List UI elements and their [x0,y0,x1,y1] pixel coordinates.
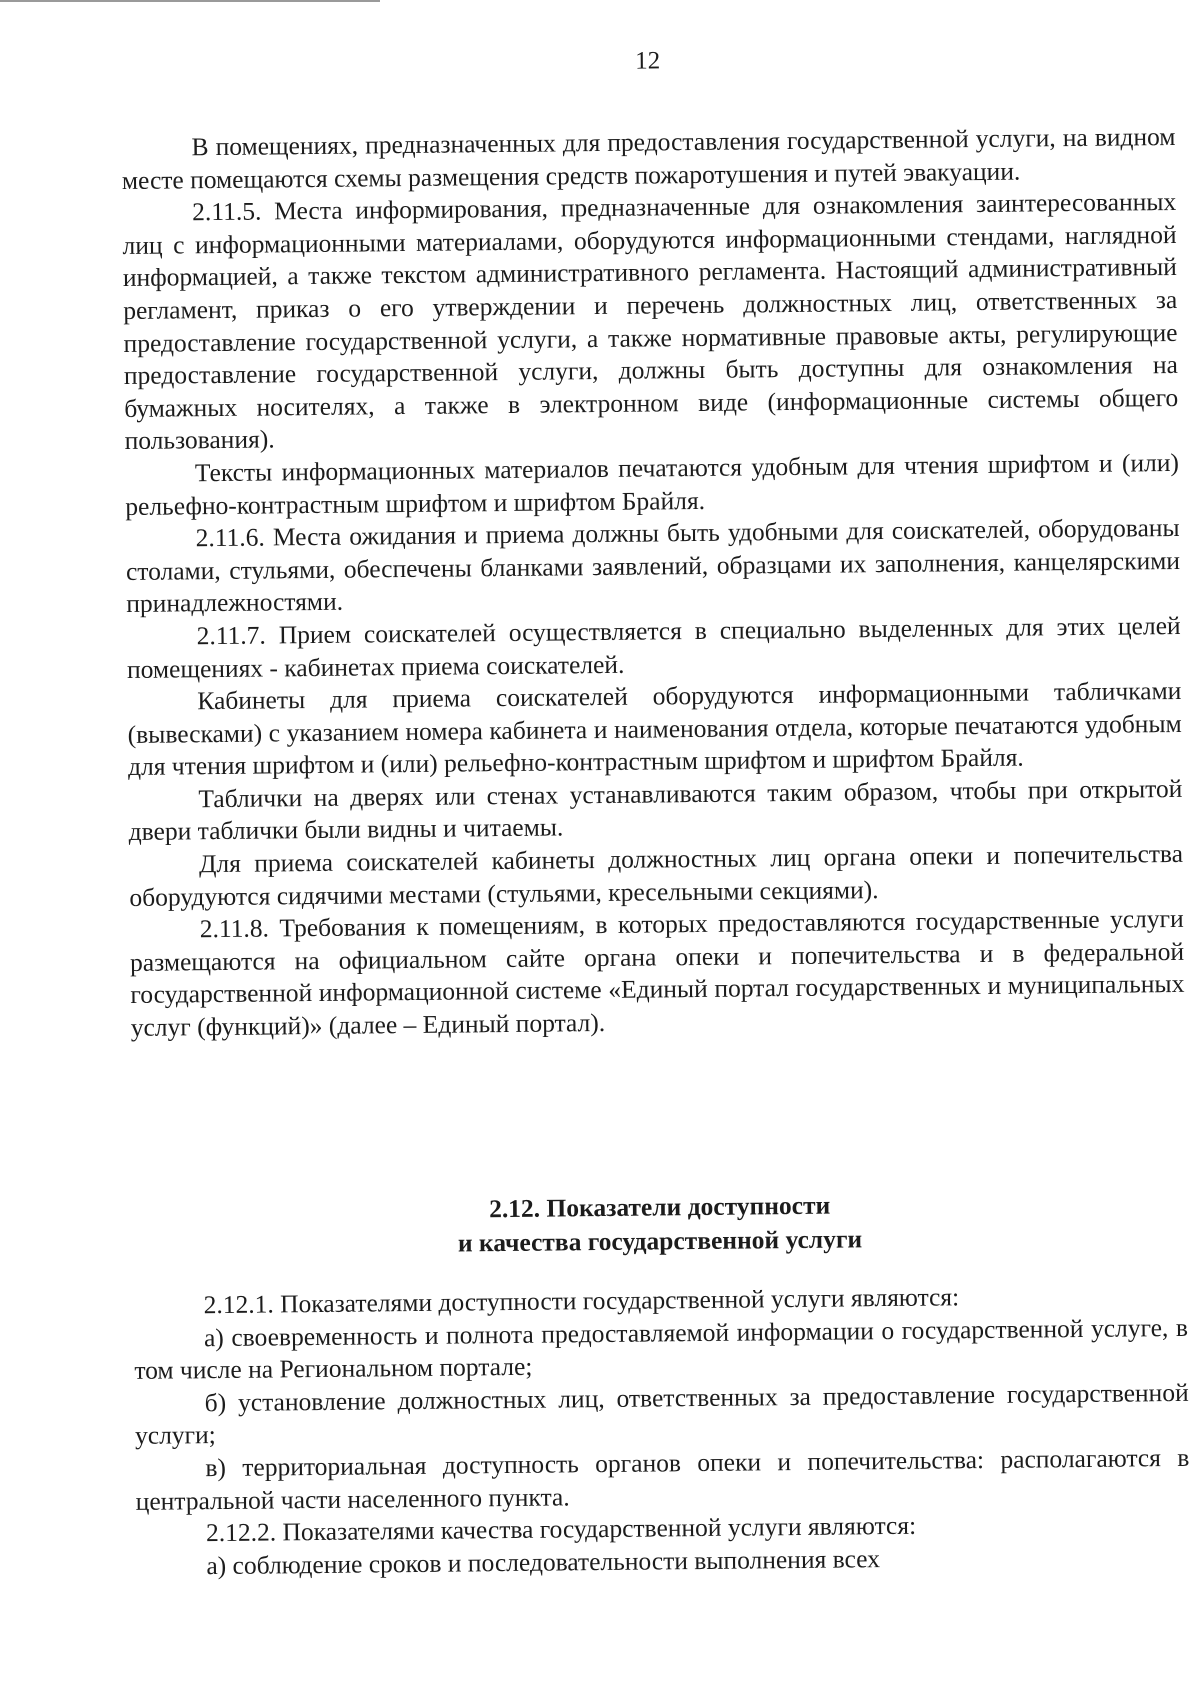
paragraph: Для приема соискателей кабинеты должностных лиц органа опеки и попечительства оборудуются сидячими местами (стульями, кресельными секциями). [129,838,1184,912]
paragraph: 2.11.7. Прием соискателей осуществляется в специально выделенных для этих целей помещениях - кабинетах приема соискателей. [126,610,1181,684]
paragraph: Тексты информационных материалов печатаются удобным для чтения шрифтом и (или) рельефно-контрастным шрифтом и шрифтом Брайля. [125,447,1180,521]
section-heading-line-1: 2.12. Показатели доступности [488,1190,831,1224]
section-heading-line-2: и качества государственной услуги [457,1224,863,1258]
paragraph: Кабинеты для приема соискателей оборудуются информационными табличками (вывесками) с указанием номера кабинета и наименования отдела, которые печатаются удобным для чтения шрифтом и (или) рельефно-контрастным шрифтом и шрифтом Брайля. [127,676,1182,782]
paragraph: а) своевременность и полнота предоставляемой информации о государственной услуге, в том числе на Региональном портале; [134,1312,1189,1386]
paragraph: 2.11.6. Места ожидания и приема должны быть удобными для соискателей, оборудованы столами, стульями, обеспечены бланками заявлений, образцами их заполнения, канцелярскими принадлежностями. [125,513,1181,619]
body-text [121,121,1184,1045]
scan-edge-line [0,0,380,2]
paragraph: а) соблюдение сроков и последовательности выполнения всех [206,1543,881,1580]
section-heading [133,1185,1188,1264]
paragraph: 2.11.5. Места информирования, предназначенные для ознакомления заинтересованных лиц с информационными материалами, оборудуются информационными стендами, наглядной информацией, а также текстом административного регламента. Настоящий административный регламент, приказ о его утверждении и перечень должностных лиц, ответственных за предоставление государственной услуги, а также нормативные правовые акты, регулирующие предоставление государственной услуги, должны быть доступны для ознакомления на бумажных носителях, а также в электронном виде (информационные системы общего пользования). [122,187,1179,456]
section-body-text [134,1279,1191,1583]
paragraph: б) установление должностных лиц, ответственных за предоставление государственной услуги; [134,1377,1189,1451]
paragraph: 2.12.1. Показателями доступности государственной услуги являются: [203,1282,960,1320]
page-number: 12 [635,47,661,75]
paragraph: В помещениях, предназначенных для предоставления государственной услуги, на видном месте помещаются схемы размещения средств пожаротушения и путей эвакуации. [121,121,1176,195]
paragraph: 2.12.2. Показателями качества государственной услуги являются: [205,1510,917,1548]
paragraph: 2.11.8. Требования к помещениям, в которых предоставляются государственные услуги размещаются на официальном сайте органа опеки и попечительства и в федеральной государственной информационной системе «Единый портал государственных и муниципальных услуг (функций)» (далее – Единый портал). [129,904,1185,1042]
paragraph: Таблички на дверях или стенах устанавливаются таким образом, чтобы при открытой двери таблички были видны и читаемы. [128,773,1183,847]
paragraph: в) территориальная доступность органов опеки и попечительства: располагаются в центральной части населенного пункта. [135,1442,1190,1516]
